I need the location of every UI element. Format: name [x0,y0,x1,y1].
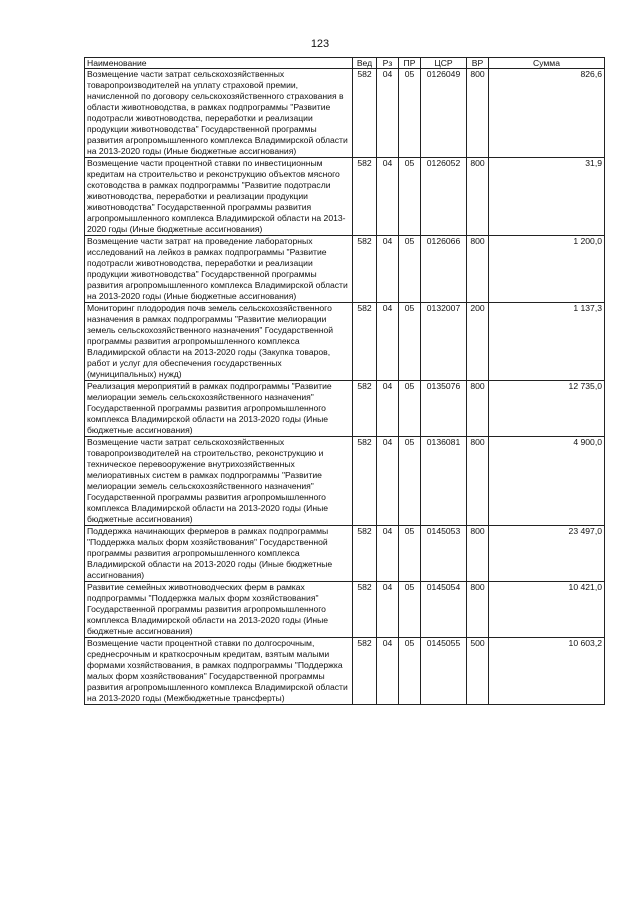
row-vr: 800 [467,437,489,526]
row-vr: 200 [467,303,489,381]
row-ved: 582 [353,638,377,705]
row-ved: 582 [353,303,377,381]
row-vr: 500 [467,638,489,705]
row-sum: 826,6 [489,69,605,158]
row-ved: 582 [353,69,377,158]
row-ved: 582 [353,236,377,303]
row-rz: 04 [377,381,399,437]
row-name: Развитие семейных животноводческих ферм в рамках подпрограммы "Поддержка малых форм хозяйствования" Государственной программы развития агропромышленного комплекса Владимирской области на 2013-2020 годы (Иные бюджетные ассигнования) [85,582,353,638]
row-sum: 31,9 [489,158,605,236]
row-name: Возмещение части процентной ставки по инвестиционным кредитам на строительство и реконструкцию объектов мясного скотоводства в рамках подпрограммы "Развитие подотрасли животноводства, переработки и реализации продукции животноводства" Государственной программы развития агропромышленного комплекса Владимирской области на 2013-2020 годы (Иные бюджетные ассигнования) [85,158,353,236]
header-name: Наименование [85,58,353,69]
row-vr: 800 [467,158,489,236]
header-sum: Сумма [489,58,605,69]
table-header-row [85,58,605,69]
row-pr: 05 [399,236,421,303]
row-rz: 04 [377,437,399,526]
row-csr: 0136081 [421,437,467,526]
header-rz: Рз [377,58,399,69]
row-sum: 1 200,0 [489,236,605,303]
row-csr: 0126049 [421,69,467,158]
row-ved: 582 [353,158,377,236]
row-ved: 582 [353,381,377,437]
row-vr: 800 [467,69,489,158]
table-row [85,158,605,236]
row-pr: 05 [399,437,421,526]
row-csr: 0145054 [421,582,467,638]
row-pr: 05 [399,303,421,381]
row-pr: 05 [399,526,421,582]
budget-table [84,57,605,705]
row-pr: 05 [399,158,421,236]
table-row [85,638,605,705]
row-name: Возмещение части затрат на проведение лабораторных исследований на лейкоз в рамках подпрограммы "Развитие подотрасли животноводства, переработки и реализации продукции животноводства" Государственной программы развития агропромышленного комплекса Владимирской области на 2013-2020 годы (Иные бюджетные ассигнования) [85,236,353,303]
table-row [85,303,605,381]
row-sum: 23 497,0 [489,526,605,582]
row-sum: 12 735,0 [489,381,605,437]
header-ved: Вед [353,58,377,69]
row-rz: 04 [377,69,399,158]
row-csr: 0126052 [421,158,467,236]
row-pr: 05 [399,638,421,705]
row-vr: 800 [467,582,489,638]
row-csr: 0132007 [421,303,467,381]
row-csr: 0145053 [421,526,467,582]
row-name: Поддержка начинающих фермеров в рамках подпрограммы "Поддержка малых форм хозяйствования" Государственной программы развития агропромышленного комплекса Владимирской области на 2013-2020 годы (Иные бюджетные ассигнования) [85,526,353,582]
table-row [85,437,605,526]
row-pr: 05 [399,582,421,638]
row-rz: 04 [377,582,399,638]
header-csr: ЦСР [421,58,467,69]
row-pr: 05 [399,69,421,158]
row-rz: 04 [377,638,399,705]
row-sum: 1 137,3 [489,303,605,381]
row-csr: 0145055 [421,638,467,705]
row-sum: 4 900,0 [489,437,605,526]
row-vr: 800 [467,526,489,582]
row-ved: 582 [353,437,377,526]
row-csr: 0126066 [421,236,467,303]
table-row [85,236,605,303]
page-number: 123 [310,38,330,50]
row-rz: 04 [377,236,399,303]
row-ved: 582 [353,582,377,638]
row-sum: 10 603,2 [489,638,605,705]
row-csr: 0135076 [421,381,467,437]
table-row [85,381,605,437]
header-vr: ВР [467,58,489,69]
row-ved: 582 [353,526,377,582]
row-rz: 04 [377,526,399,582]
row-rz: 04 [377,303,399,381]
row-sum: 10 421,0 [489,582,605,638]
row-name: Мониторинг плодородия почв земель сельскохозяйственного назначения в рамках подпрограммы "Развитие мелиорации земель сельскохозяйственного назначения" Государственной программы развития агропромышленного комплекса Владимирской области на 2013-2020 годы (Закупка товаров, работ и услуг для обеспечения государственных (муниципальных) нужд) [85,303,353,381]
table-row [85,582,605,638]
row-pr: 05 [399,381,421,437]
row-rz: 04 [377,158,399,236]
row-vr: 800 [467,236,489,303]
table-row [85,526,605,582]
row-name: Возмещение части процентной ставки по долгосрочным, среднесрочным и краткосрочным кредитам, взятым малыми формами хозяйствования, в рамках подпрограммы "Поддержка малых форм хозяйствования" Государственной программы развития агропромышленного комплекса Владимирской области на 2013-2020 годы (Межбюджетные трансферты) [85,638,353,705]
header-pr: ПР [399,58,421,69]
table-row [85,69,605,158]
row-name: Возмещение части затрат сельскохозяйственных товаропроизводителей на строительство, реконструкцию и техническое перевооружение внутрихозяйственных мелиоративных систем в рамках подпрограммы "Развитие мелиорации земель сельскохозяйственного назначения" Государственной программы развития агропромышленного комплекса Владимирской области на 2013-2020 годы (Иные бюджетные ассигнования) [85,437,353,526]
row-name: Реализация мероприятий в рамках подпрограммы "Развитие мелиорации земель сельскохозяйственного назначения" Государственной программы развития агропромышленного комплекса Владимирской области на 2013-2020 годы (Иные бюджетные ассигнования) [85,381,353,437]
row-name: Возмещение части затрат сельскохозяйственных товаропроизводителей на уплату страховой премии, начисленной по договору сельскохозяйственного страхования в области животноводства, в рамках подпрограммы "Развитие подотрасли животноводства, переработки и реализации продукции животноводства" Государственной программы развития агропромышленного комплекса Владимирской области на 2013-2020 годы (Иные бюджетные ассигнования) [85,69,353,158]
row-vr: 800 [467,381,489,437]
